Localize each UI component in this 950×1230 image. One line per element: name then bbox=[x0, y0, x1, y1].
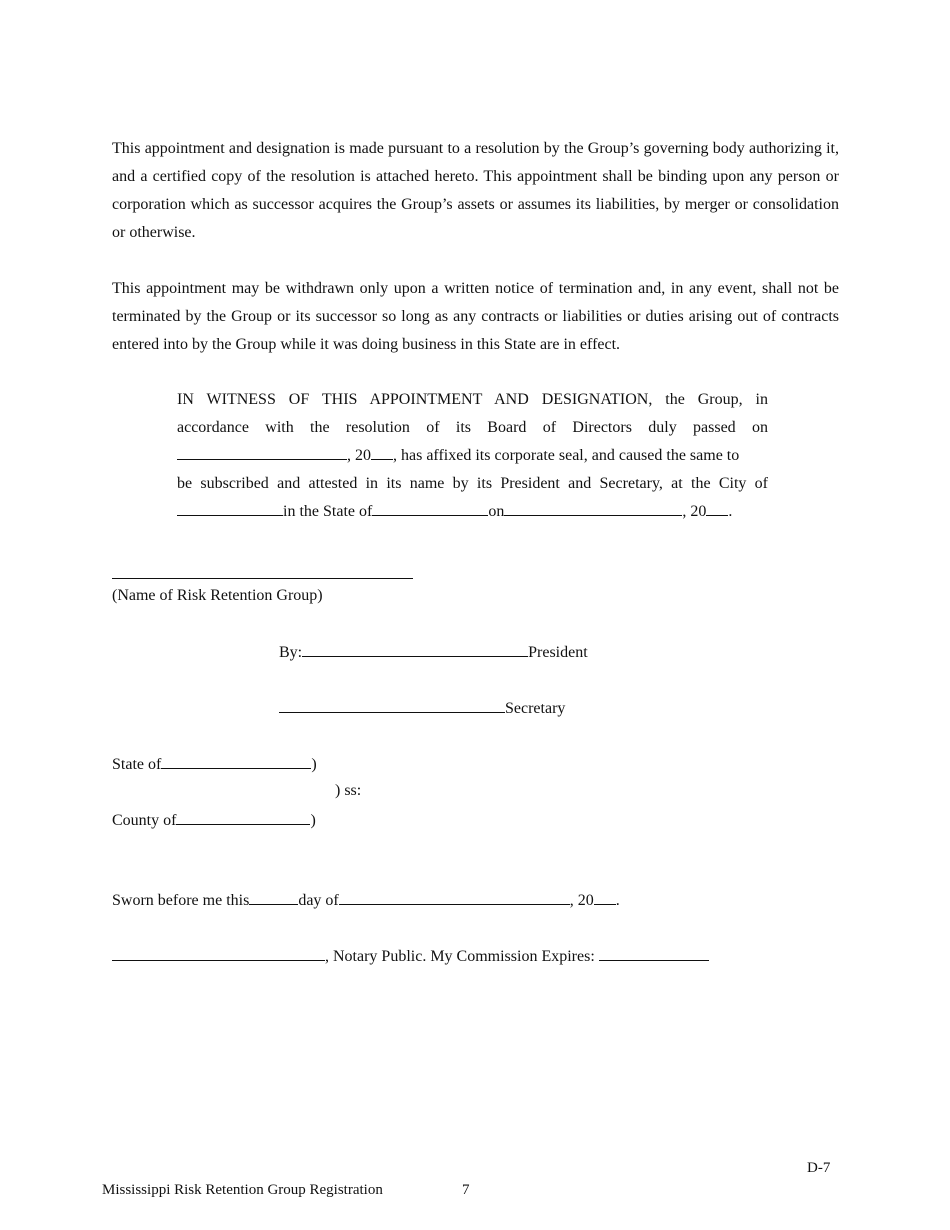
president-signature-row: By: President bbox=[279, 641, 588, 663]
witness-clause bbox=[177, 386, 768, 526]
venue-state-blank[interactable] bbox=[161, 753, 311, 769]
venue-state-row: State of ) bbox=[112, 753, 317, 775]
group-name-signature-line[interactable] bbox=[112, 578, 413, 579]
venue-county-blank[interactable] bbox=[176, 809, 310, 825]
city-blank[interactable] bbox=[177, 500, 283, 516]
witness-line: IN WITNESS OF THIS APPOINTMENT AND DESIGNATION, the Group, in bbox=[177, 391, 768, 408]
venue-ss: ) ss: bbox=[335, 782, 362, 799]
sworn-year-blank[interactable] bbox=[594, 889, 616, 905]
page-number: 7 bbox=[462, 1182, 470, 1198]
execution-date-blank[interactable] bbox=[504, 500, 682, 516]
notary-signature-blank[interactable] bbox=[112, 945, 325, 961]
form-code: D-7 bbox=[807, 1160, 831, 1176]
secretary-signature-blank[interactable] bbox=[279, 697, 505, 713]
witness-line: , 20 , has affixed its corporate seal, and caused the same to bbox=[177, 442, 768, 470]
resolution-date-blank[interactable] bbox=[177, 444, 347, 460]
group-name-caption: (Name of Risk Retention Group) bbox=[112, 587, 323, 604]
resolution-year-blank[interactable] bbox=[371, 444, 393, 460]
state-blank[interactable] bbox=[372, 500, 488, 516]
execution-year-blank[interactable] bbox=[706, 500, 728, 516]
witness-line: accordance with the resolution of its Board of Directors duly passed on bbox=[177, 419, 768, 436]
witness-line: be subscribed and attested in its name by its President and Secretary, at the City of bbox=[177, 475, 768, 492]
notary-row: , Notary Public. My Commission Expires: bbox=[112, 945, 709, 967]
appointment-paragraph: This appointment and designation is made pursuant to a resolution by the Group’s governing body authorizing it, and a certified copy of the resolution is attached hereto. This appointment shall be binding upon any person or corporation which as successor acquires the Group’s assets or assumes its liabilities, by merger or consolidation or otherwise. bbox=[112, 140, 839, 241]
commission-expiry-blank[interactable] bbox=[599, 945, 709, 961]
witness-line: in the State of on , 20 . bbox=[177, 498, 768, 526]
president-signature-blank[interactable] bbox=[302, 641, 528, 657]
sworn-month-blank[interactable] bbox=[339, 889, 570, 905]
sworn-row: Sworn before me this day of , 20 . bbox=[112, 889, 620, 911]
document-title: Mississippi Risk Retention Group Registration bbox=[102, 1182, 383, 1198]
sworn-day-blank[interactable] bbox=[249, 889, 298, 905]
venue-county-row: County of ) bbox=[112, 809, 316, 831]
secretary-signature-row: Secretary bbox=[279, 697, 565, 719]
withdrawal-paragraph: This appointment may be withdrawn only upon a written notice of termination and, in any event, shall not be terminated by the Group or its successor so long as any contracts or liabilities or duties arising out of contracts entered into by the Group while it was doing business in this State are in effect. bbox=[112, 280, 839, 353]
